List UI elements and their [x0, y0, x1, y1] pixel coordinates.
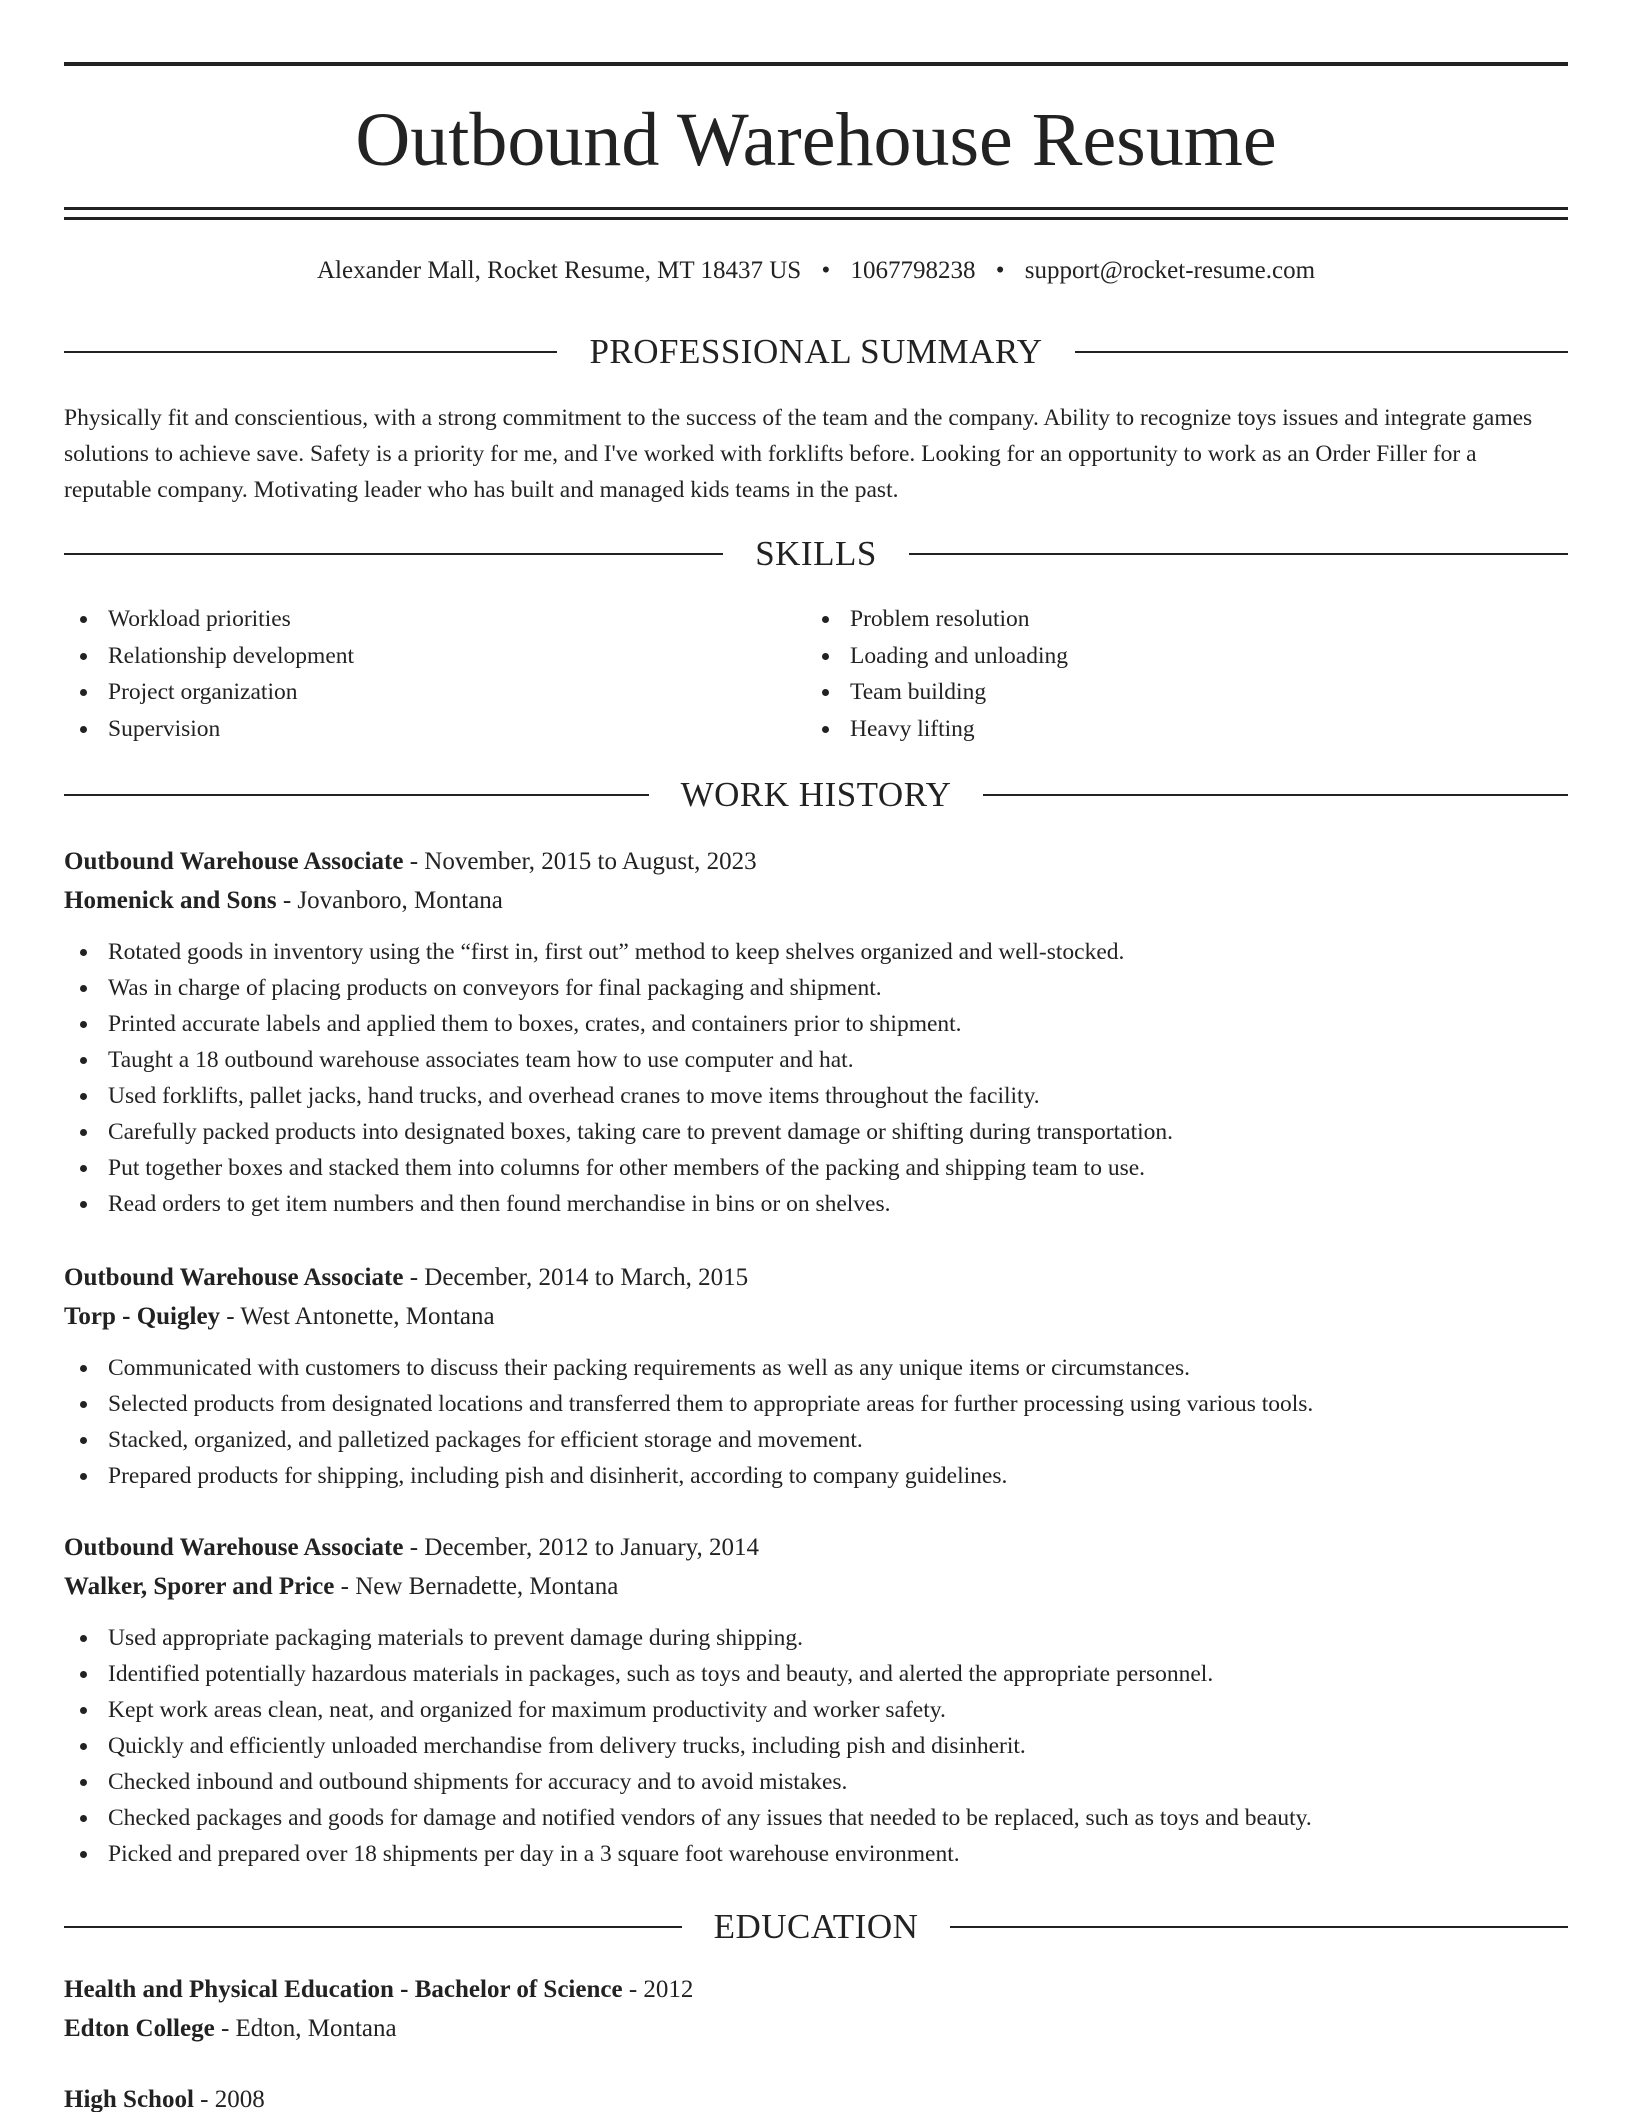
- heading-rule: [1075, 351, 1568, 353]
- heading-rule: [64, 1926, 682, 1928]
- job-title-line: [64, 1528, 1568, 1567]
- job-bullet: Prepared products for shipping, including pish and disinherit, according to company guidelines.: [64, 1458, 1568, 1494]
- job-title: Outbound Warehouse Associate: [64, 1264, 404, 1291]
- skills-column-right: [806, 601, 1548, 747]
- job-bullet: Quickly and efficiently unloaded merchandise from delivery trucks, including pish and disinherit.: [64, 1728, 1568, 1764]
- job-location: - Jovanboro, Montana: [276, 887, 503, 914]
- contact-separator: •: [821, 257, 831, 284]
- skill-item: Supervision: [64, 711, 806, 748]
- job-location: - New Bernadette, Montana: [334, 1573, 619, 1600]
- job-bullet: Checked packages and goods for damage and notified vendors of any issues that needed to be replaced, such as toys and beauty.: [64, 1800, 1568, 1836]
- section-title: PROFESSIONAL SUMMARY: [589, 332, 1043, 371]
- heading-rule: [909, 553, 1568, 555]
- education-year: - 2012: [622, 1976, 694, 2003]
- section-work-heading: [64, 773, 1568, 817]
- job-company-line: [64, 1297, 1568, 1336]
- job-company: Walker, Sporer and Price: [64, 1573, 335, 1600]
- heading-rule: [950, 1926, 1568, 1928]
- education-location: - Edton, Montana: [214, 2015, 397, 2042]
- job-company-line: [64, 881, 1568, 920]
- job-bullets: [64, 1350, 1568, 1494]
- job-bullet: Was in charge of placing products on conveyors for final packaging and shipment.: [64, 970, 1568, 1006]
- job-title-line: [64, 1258, 1568, 1297]
- education-entry: [64, 2080, 1568, 2112]
- heading-rule: [64, 794, 649, 796]
- section-education-heading: [64, 1905, 1568, 1949]
- summary-text: Physically fit and conscientious, with a strong commitment to the success of the team and the company. Ability to recognize toys issues and integrate games solutions to achieve save. Safety is a priority for me, and I've worked with forklifts before. Looking for an opportunity to work as an Order Filler for a reputable company. Motivating leader who has built and managed kids teams in the past.: [64, 405, 1533, 503]
- skill-item: Problem resolution: [806, 601, 1548, 638]
- job-dates: - November, 2015 to August, 2023: [403, 848, 757, 875]
- job-bullet: Kept work areas clean, neat, and organized for maximum productivity and worker safety.: [64, 1692, 1568, 1728]
- job-dates: - December, 2014 to March, 2015: [403, 1264, 749, 1291]
- job-dates: - December, 2012 to January, 2014: [403, 1534, 760, 1561]
- job-title: Outbound Warehouse Associate: [64, 848, 404, 875]
- resume-title: Outbound Warehouse Resume: [355, 98, 1277, 182]
- job-bullet: Checked inbound and outbound shipments for accuracy and to avoid mistakes.: [64, 1764, 1568, 1800]
- job-bullet: Rotated goods in inventory using the “first in, first out” method to keep shelves organized and well-stocked.: [64, 934, 1568, 970]
- job-entry: [64, 1258, 1568, 1494]
- education-degree-line: [64, 1970, 1568, 2009]
- heading-rule: [64, 351, 557, 353]
- job-company: Homenick and Sons: [64, 887, 277, 914]
- education-degree: Health and Physical Education - Bachelor of Science: [64, 1976, 623, 2003]
- job-bullet: Stacked, organized, and palletized packages for efficient storage and movement.: [64, 1422, 1568, 1458]
- job-title: Outbound Warehouse Associate: [64, 1534, 404, 1561]
- job-entry: [64, 842, 1568, 1222]
- job-company: Torp - Quigley: [64, 1303, 221, 1330]
- title-double-rule: [64, 207, 1568, 220]
- skills-list: [64, 601, 1568, 747]
- job-company-line: [64, 1567, 1568, 1606]
- job-bullet: Picked and prepared over 18 shipments per day in a 3 square foot warehouse environment.: [64, 1836, 1568, 1872]
- contact-phone: 1067798238: [850, 257, 976, 284]
- section-summary-heading: [64, 330, 1568, 374]
- job-bullet: Used forklifts, pallet jacks, hand trucks, and overhead cranes to move items throughout the facility.: [64, 1078, 1568, 1114]
- section-skills-heading: [64, 532, 1568, 576]
- skills-column-left: [64, 601, 806, 747]
- section-title: WORK HISTORY: [680, 775, 952, 814]
- skill-item: Loading and unloading: [806, 638, 1548, 675]
- contact-separator: •: [995, 257, 1005, 284]
- skill-item: Project organization: [64, 674, 806, 711]
- section-title: EDUCATION: [713, 1907, 919, 1946]
- heading-rule: [64, 553, 723, 555]
- education-year: - 2008: [193, 2086, 265, 2112]
- heading-rule: [983, 794, 1568, 796]
- job-entry: [64, 1528, 1568, 1872]
- job-bullets: [64, 1620, 1568, 1872]
- education-entry: [64, 1970, 1568, 2048]
- education-school-line: [64, 2009, 1568, 2048]
- top-rule: [64, 62, 1568, 66]
- job-location: - West Antonette, Montana: [220, 1303, 495, 1330]
- job-bullet: Selected products from designated locations and transferred them to appropriate areas for further processing using various tools.: [64, 1386, 1568, 1422]
- skill-item: Workload priorities: [64, 601, 806, 638]
- job-bullet: Used appropriate packaging materials to prevent damage during shipping.: [64, 1620, 1568, 1656]
- job-bullet: Identified potentially hazardous materials in packages, such as toys and beauty, and alerted the appropriate personnel.: [64, 1656, 1568, 1692]
- skill-item: Relationship development: [64, 638, 806, 675]
- section-title: SKILLS: [755, 534, 877, 573]
- skill-item: Team building: [806, 674, 1548, 711]
- job-bullets: [64, 934, 1568, 1222]
- contact-email: support@rocket-resume.com: [1024, 257, 1316, 284]
- education-degree-line: [64, 2080, 1568, 2112]
- job-bullet: Taught a 18 outbound warehouse associates team how to use computer and hat.: [64, 1042, 1568, 1078]
- job-bullet: Communicated with customers to discuss their packing requirements as well as any unique items or circumstances.: [64, 1350, 1568, 1386]
- education-school: Edton College: [64, 2015, 215, 2042]
- job-title-line: [64, 842, 1568, 881]
- education-degree: High School: [64, 2086, 194, 2112]
- job-bullet: Put together boxes and stacked them into columns for other members of the packing and shipping team to use.: [64, 1150, 1568, 1186]
- contact-line: [64, 254, 1568, 288]
- skill-item: Heavy lifting: [806, 711, 1548, 748]
- job-bullet: Carefully packed products into designated boxes, taking care to prevent damage or shifting during transportation.: [64, 1114, 1568, 1150]
- job-bullet: Printed accurate labels and applied them to boxes, crates, and containers prior to shipment.: [64, 1006, 1568, 1042]
- contact-address: Alexander Mall, Rocket Resume, MT 18437 US: [316, 257, 802, 284]
- job-bullet: Read orders to get item numbers and then found merchandise in bins or on shelves.: [64, 1186, 1568, 1222]
